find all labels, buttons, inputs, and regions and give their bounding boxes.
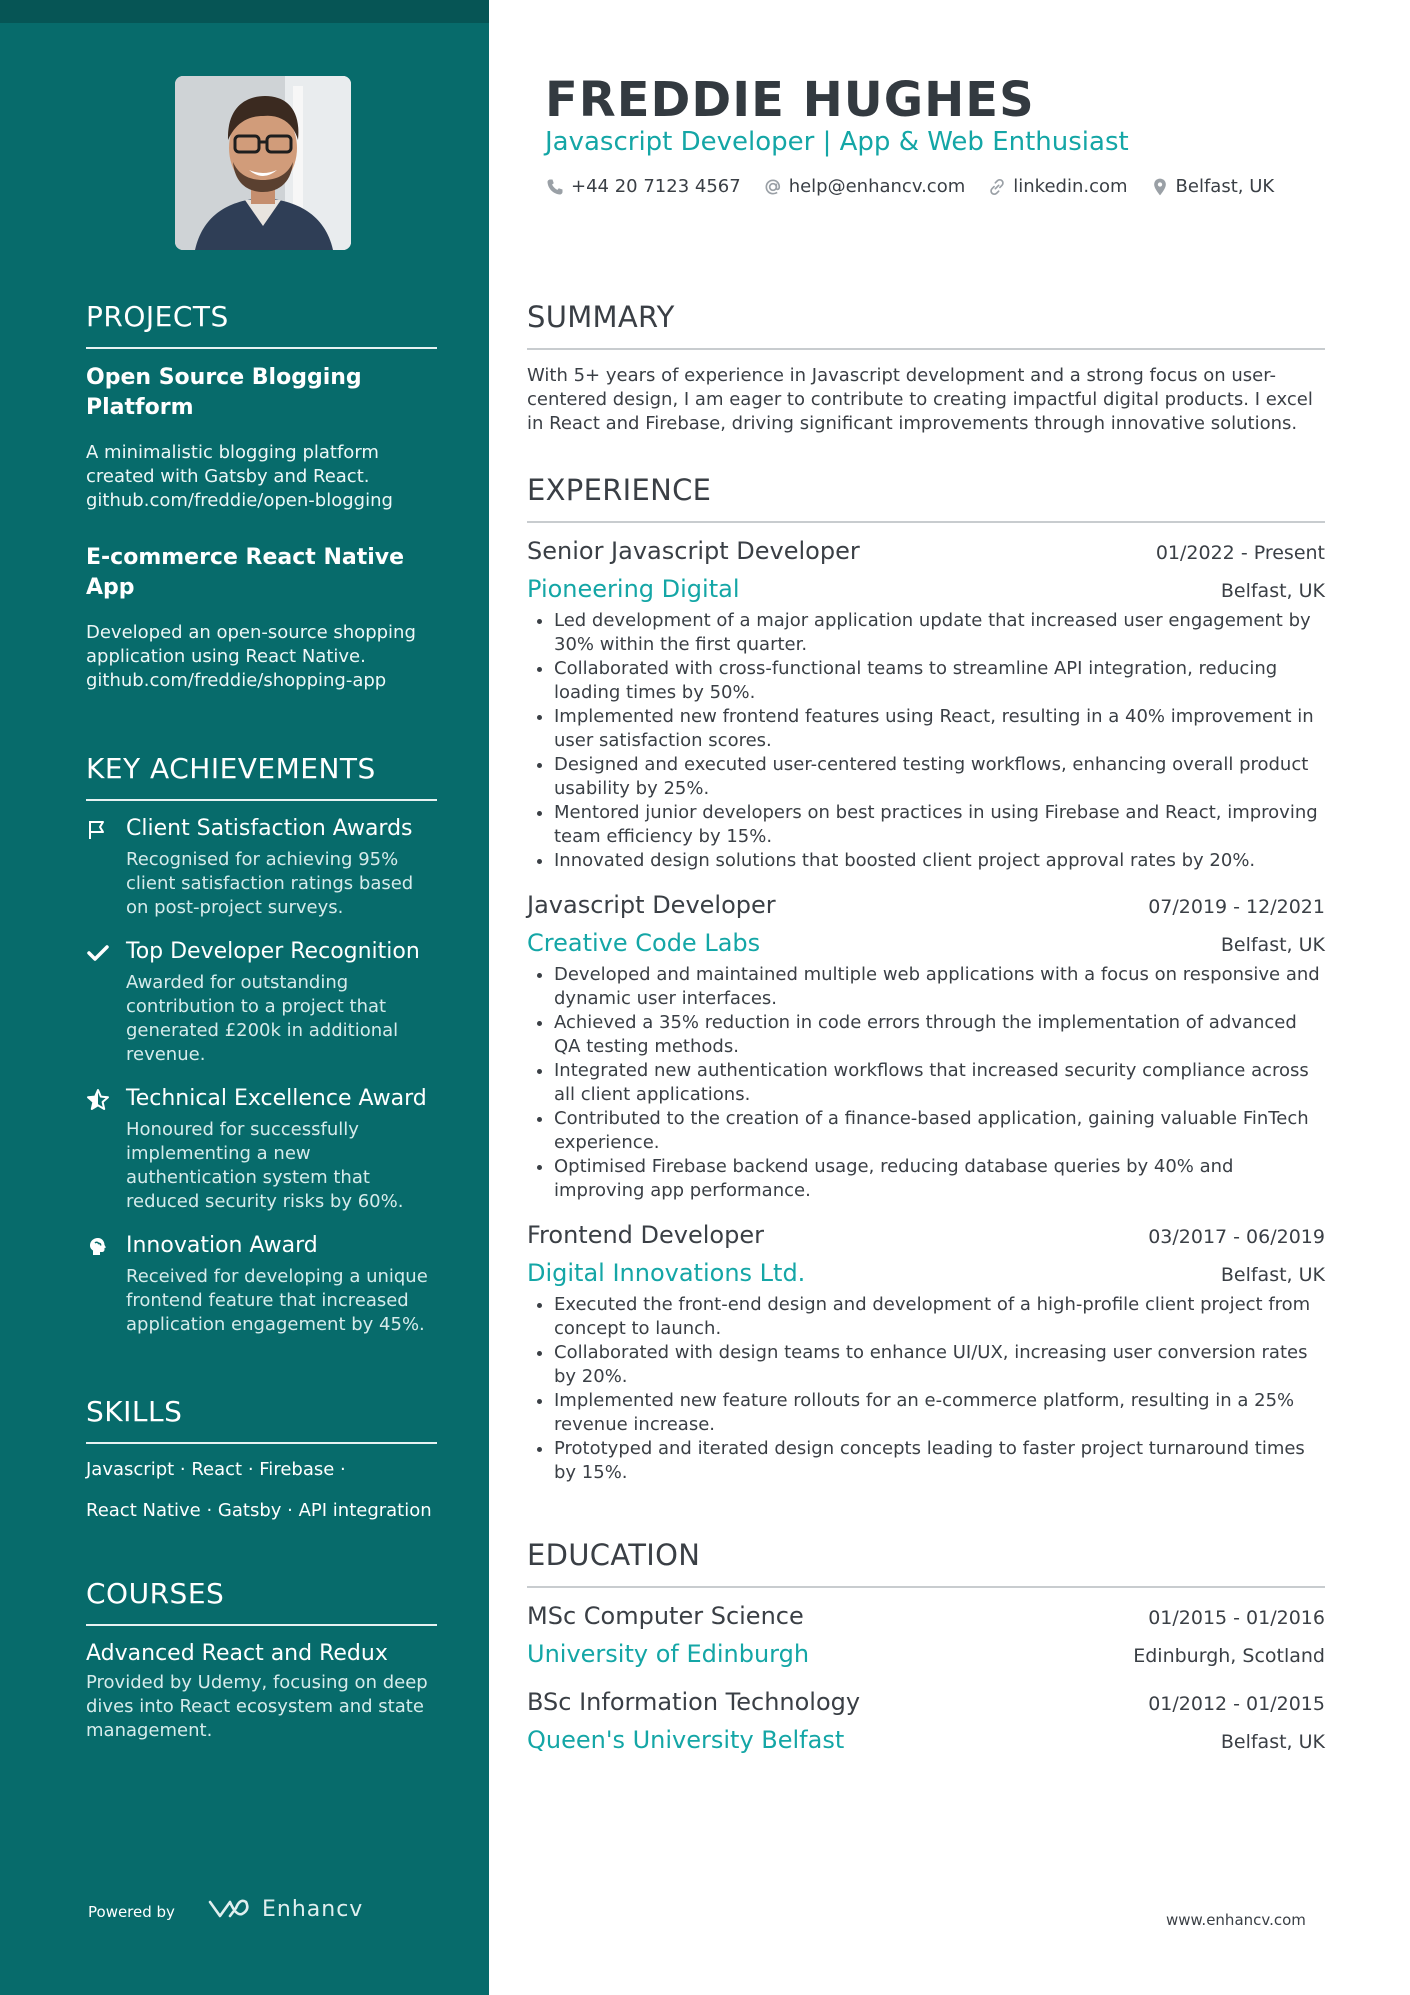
achievements-heading: KEY ACHIEVEMENTS — [86, 752, 437, 801]
achievement-description: Recognised for achieving 95% client satisfaction ratings based on post-project surveys. — [126, 849, 414, 918]
job-bullets — [527, 963, 1325, 1203]
degree: MSc Computer Science — [527, 1602, 804, 1630]
achievement-name: Technical Excellence Award — [126, 1086, 427, 1111]
job-title: Frontend Developer — [527, 1221, 764, 1249]
education-date: 01/2015 - 01/2016 — [1148, 1607, 1325, 1629]
candidate-tagline: Javascript Developer | App & Web Enthusiast — [545, 127, 1129, 157]
location-icon — [1150, 177, 1170, 197]
linkedin-text: linkedin.com — [1013, 176, 1128, 197]
education-location: Belfast, UK — [1220, 1731, 1325, 1753]
project-description: A minimalistic blogging platform created with Gatsby and React. github.com/freddie/open-blogging — [86, 442, 393, 511]
sidebar — [0, 0, 489, 1995]
skills-line: React Native · Gatsby · API integration — [86, 1500, 432, 1521]
education-entry — [527, 1602, 1325, 1668]
brain-icon — [86, 1235, 110, 1259]
course-name: Advanced React and Redux — [86, 1641, 388, 1666]
skills-section — [86, 1395, 437, 1523]
job-bullets — [527, 1293, 1325, 1485]
list-item: • Implemented new frontend features using React, resulting in a 40% improvement in user satisfaction scores. — [554, 705, 1325, 753]
list-item: • Prototyped and iterated design concepts leading to faster project turnaround times by 15%. — [554, 1437, 1325, 1485]
list-item: • Optimised Firebase backend usage, reducing database queries by 40% and improving app performance. — [554, 1155, 1325, 1203]
courses-heading: COURSES — [86, 1577, 437, 1626]
achievement-item — [86, 1085, 437, 1214]
contact-email[interactable] — [763, 176, 966, 197]
education-section — [527, 1538, 1325, 1754]
job-date: 01/2022 - Present — [1155, 542, 1325, 564]
achievements-section — [86, 752, 437, 1337]
achievement-name: Innovation Award — [126, 1233, 318, 1258]
phone-text: +44 20 7123 4567 — [571, 176, 741, 197]
location-text: Belfast, UK — [1175, 176, 1275, 197]
job-company: Digital Innovations Ltd. — [527, 1259, 806, 1287]
course-description: Provided by Udemy, focusing on deep dives into React ecosystem and state management. — [86, 1672, 428, 1741]
project-item — [86, 543, 437, 693]
flag-icon — [86, 818, 110, 842]
skills-line: Javascript · React · Firebase · — [86, 1459, 346, 1480]
email-text: help@enhancv.com — [788, 176, 966, 197]
at-icon — [763, 177, 783, 197]
job-bullets — [527, 609, 1325, 873]
list-item: • Collaborated with cross-functional teams to streamline API integration, reducing loading times by 50%. — [554, 657, 1325, 705]
job-company: Creative Code Labs — [527, 929, 761, 957]
summary-heading: SUMMARY — [527, 300, 1325, 350]
contact-bar — [545, 176, 1274, 197]
list-item: • Executed the front-end design and development of a high-profile client project from concept to launch. — [554, 1293, 1325, 1341]
job-company: Pioneering Digital — [527, 575, 740, 603]
list-item: • Implemented new feature rollouts for an e-commerce platform, resulting in a 25% revenue increase. — [554, 1389, 1325, 1437]
projects-heading: PROJECTS — [86, 300, 437, 349]
list-item: • Mentored junior developers on best practices in using Firebase and React, improving team efficiency by 15%. — [554, 801, 1325, 849]
profile-photo — [175, 76, 351, 250]
projects-section — [86, 300, 437, 693]
list-item: • Achieved a 35% reduction in code errors through the implementation of advanced QA testing methods. — [554, 1011, 1325, 1059]
education-entry — [527, 1688, 1325, 1754]
achievement-description: Received for developing a unique frontend feature that increased application engagement by 45%. — [126, 1266, 428, 1335]
phone-icon — [545, 177, 565, 197]
enhancv-logo[interactable] — [206, 1896, 363, 1922]
contact-location — [1150, 176, 1275, 197]
job-location: Belfast, UK — [1220, 934, 1325, 956]
skills-heading: SKILLS — [86, 1395, 437, 1444]
checkmark-icon — [86, 941, 110, 965]
list-item: • Led development of a major application update that increased user engagement by 30% within the first quarter. — [554, 609, 1325, 657]
project-item — [86, 363, 437, 513]
contact-phone[interactable] — [545, 176, 741, 197]
achievement-item — [86, 1232, 437, 1337]
project-name: Open Source Blogging Platform — [86, 365, 362, 420]
achievement-description: Awarded for outstanding contribution to a project that generated £200k in additional revenue. — [126, 972, 399, 1065]
enhancv-logo-icon — [206, 1896, 254, 1922]
job-entry — [527, 1221, 1325, 1485]
school: University of Edinburgh — [527, 1640, 810, 1668]
experience-section — [527, 473, 1325, 1485]
job-date: 07/2019 - 12/2021 — [1148, 896, 1325, 918]
education-heading: EDUCATION — [527, 1538, 1325, 1588]
contact-linkedin[interactable] — [987, 176, 1127, 197]
education-date: 01/2012 - 01/2015 — [1148, 1693, 1325, 1715]
list-item: • Collaborated with design teams to enhance UI/UX, increasing user conversion rates by 20%. — [554, 1341, 1325, 1389]
sidebar-top-band — [0, 0, 489, 23]
achievement-description: Honoured for successfully implementing a new authentication system that reduced security risks by 60%. — [126, 1119, 404, 1212]
job-location: Belfast, UK — [1220, 580, 1325, 602]
project-name: E-commerce React Native App — [86, 545, 405, 600]
degree: BSc Information Technology — [527, 1688, 861, 1716]
list-item: • Contributed to the creation of a finance-based application, gaining valuable FinTech experience. — [554, 1107, 1325, 1155]
project-description: Developed an open-source shopping application using React Native. github.com/freddie/shopping-app — [86, 622, 416, 691]
job-entry — [527, 891, 1325, 1203]
achievement-name: Top Developer Recognition — [126, 939, 420, 964]
achievement-item — [86, 815, 437, 920]
brand-name: Enhancv — [262, 1896, 364, 1922]
job-location: Belfast, UK — [1220, 1264, 1325, 1286]
job-entry — [527, 537, 1325, 873]
list-item: • Integrated new authentication workflows that increased security compliance across all client applications. — [554, 1059, 1325, 1107]
achievement-name: Client Satisfaction Awards — [126, 816, 413, 841]
list-item: • Innovated design solutions that boosted client project approval rates by 20%. — [554, 849, 1325, 873]
list-item: • Designed and executed user-centered testing workflows, enhancing overall product usability by 25%. — [554, 753, 1325, 801]
experience-heading: EXPERIENCE — [527, 473, 1325, 523]
job-title: Javascript Developer — [527, 891, 776, 919]
candidate-name: FREDDIE HUGHES — [545, 72, 1035, 128]
footer-url[interactable]: www.enhancv.com — [1166, 1911, 1306, 1929]
link-icon — [987, 177, 1007, 197]
education-location: Edinburgh, Scotland — [1133, 1645, 1325, 1667]
summary-text: With 5+ years of experience in Javascript development and a strong focus on user-centered design, I am eager to contribute to creating impactful digital products. I excel in React and Firebase, driving significant improvements through innovative solutions. — [527, 365, 1313, 434]
list-item: • Developed and maintained multiple web applications with a focus on responsive and dynamic user interfaces. — [554, 963, 1325, 1011]
school: Queen's University Belfast — [527, 1726, 845, 1754]
powered-by-label: Powered by — [88, 1903, 175, 1921]
achievement-item — [86, 938, 437, 1067]
job-date: 03/2017 - 06/2019 — [1148, 1226, 1325, 1248]
job-title: Senior Javascript Developer — [527, 537, 860, 565]
courses-section — [86, 1577, 437, 1743]
star-icon — [86, 1088, 110, 1112]
summary-section — [527, 300, 1325, 436]
